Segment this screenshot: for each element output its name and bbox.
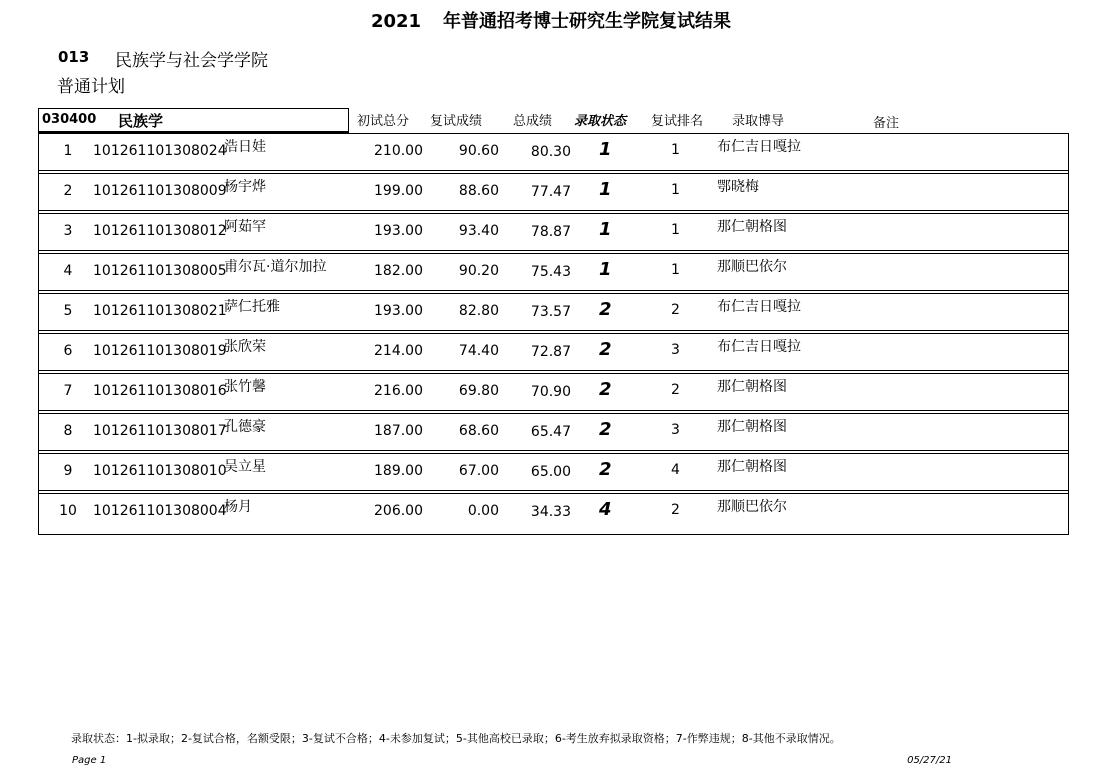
row-status: 2 bbox=[599, 339, 612, 360]
row-total-score: 80.30 bbox=[530, 144, 571, 160]
row-status: 1 bbox=[599, 219, 612, 240]
row-initial-score: 199.00 bbox=[374, 183, 423, 199]
row-supervisor: 那仁朝格图 bbox=[717, 219, 787, 235]
row-retest-score: 74.40 bbox=[458, 343, 499, 359]
row-index: 6 bbox=[63, 343, 73, 359]
row-status: 4 bbox=[599, 499, 612, 520]
table-row bbox=[39, 373, 1068, 411]
row-status: 1 bbox=[599, 179, 612, 200]
row-name: 杨月 bbox=[224, 499, 252, 515]
row-exam-id: 101261101308005 bbox=[93, 263, 227, 279]
row-initial-score: 210.00 bbox=[374, 143, 423, 159]
row-retest-score: 67.00 bbox=[458, 463, 499, 479]
row-supervisor: 布仁吉日嘎拉 bbox=[717, 299, 801, 315]
major-code: 030400 bbox=[42, 112, 97, 127]
major-name: 民族学 bbox=[118, 112, 164, 130]
row-name: 张竹馨 bbox=[224, 379, 266, 395]
row-status: 2 bbox=[599, 299, 612, 320]
row-initial-score: 187.00 bbox=[374, 423, 423, 439]
header-initial-score: 初试总分 bbox=[357, 114, 410, 129]
table-row bbox=[39, 413, 1068, 451]
row-name: 张欣荣 bbox=[224, 339, 266, 355]
row-supervisor: 那顺巴依尔 bbox=[717, 499, 787, 515]
row-exam-id: 101261101308016 bbox=[93, 383, 227, 399]
row-supervisor: 鄂晓梅 bbox=[717, 179, 759, 195]
row-total-score: 70.90 bbox=[530, 384, 571, 400]
row-index: 3 bbox=[63, 223, 73, 239]
row-rank: 2 bbox=[671, 382, 680, 398]
row-exam-id: 101261101308009 bbox=[93, 183, 227, 199]
row-supervisor: 那仁朝格图 bbox=[717, 379, 787, 395]
page-number: Page 1 bbox=[72, 755, 107, 766]
row-index: 5 bbox=[63, 303, 73, 319]
row-total-score: 73.57 bbox=[530, 304, 571, 320]
row-rank: 4 bbox=[671, 462, 680, 478]
print-date: 05/27/21 bbox=[907, 755, 952, 766]
row-total-score: 34.33 bbox=[530, 504, 571, 520]
row-exam-id: 101261101308004 bbox=[93, 503, 227, 519]
row-initial-score: 214.00 bbox=[374, 343, 423, 359]
header-remark: 备注 bbox=[873, 116, 900, 131]
row-name: 吴立星 bbox=[224, 459, 266, 475]
results-table bbox=[38, 133, 1069, 535]
table-row bbox=[39, 293, 1068, 331]
row-retest-score: 0.00 bbox=[467, 503, 499, 519]
row-retest-score: 68.60 bbox=[458, 423, 499, 439]
table-row bbox=[39, 253, 1068, 291]
row-retest-score: 69.80 bbox=[458, 383, 499, 399]
row-status: 1 bbox=[599, 259, 612, 280]
row-rank: 2 bbox=[671, 502, 680, 518]
row-initial-score: 193.00 bbox=[374, 303, 423, 319]
row-name: 孔德豪 bbox=[224, 419, 266, 435]
row-retest-score: 82.80 bbox=[458, 303, 499, 319]
header-total-score: 总成绩 bbox=[513, 114, 553, 129]
header-status: 录取状态 bbox=[574, 114, 627, 129]
row-total-score: 78.87 bbox=[530, 224, 571, 240]
row-total-score: 65.00 bbox=[530, 464, 571, 480]
row-rank: 2 bbox=[671, 302, 680, 318]
row-status: 1 bbox=[599, 139, 612, 160]
row-status: 2 bbox=[599, 419, 612, 440]
title-year: 2021 bbox=[370, 11, 422, 32]
header-retest-rank: 复试排名 bbox=[651, 114, 704, 129]
row-initial-score: 206.00 bbox=[374, 503, 423, 519]
row-exam-id: 101261101308024 bbox=[93, 143, 227, 159]
table-row bbox=[39, 453, 1068, 491]
table-row bbox=[39, 173, 1068, 211]
row-supervisor: 那仁朝格图 bbox=[717, 459, 787, 475]
row-total-score: 77.47 bbox=[530, 184, 571, 200]
row-initial-score: 189.00 bbox=[374, 463, 423, 479]
row-rank: 1 bbox=[671, 222, 680, 238]
row-index: 10 bbox=[59, 503, 77, 519]
department-name: 民族学与社会学学院 bbox=[115, 51, 268, 71]
row-initial-score: 182.00 bbox=[374, 263, 423, 279]
row-status: 2 bbox=[599, 459, 612, 480]
header-retest-score: 复试成绩 bbox=[430, 114, 483, 129]
row-retest-score: 93.40 bbox=[458, 223, 499, 239]
row-rank: 3 bbox=[671, 422, 680, 438]
row-supervisor: 那顺巴依尔 bbox=[717, 259, 787, 275]
header-supervisor: 录取博导 bbox=[732, 114, 785, 129]
row-name: 浩日娃 bbox=[224, 139, 266, 155]
table-row bbox=[39, 213, 1068, 251]
row-retest-score: 90.60 bbox=[458, 143, 499, 159]
row-rank: 1 bbox=[671, 262, 680, 278]
row-exam-id: 101261101308017 bbox=[93, 423, 227, 439]
row-name: 杨宇烨 bbox=[224, 179, 266, 195]
row-total-score: 72.87 bbox=[530, 344, 571, 360]
row-index: 2 bbox=[63, 183, 73, 199]
table-row bbox=[39, 333, 1068, 371]
row-supervisor: 布仁吉日嘎拉 bbox=[717, 139, 801, 155]
row-supervisor: 那仁朝格图 bbox=[717, 419, 787, 435]
row-initial-score: 193.00 bbox=[374, 223, 423, 239]
row-exam-id: 101261101308019 bbox=[93, 343, 227, 359]
row-rank: 3 bbox=[671, 342, 680, 358]
row-status: 2 bbox=[599, 379, 612, 400]
row-exam-id: 101261101308012 bbox=[93, 223, 227, 239]
row-initial-score: 216.00 bbox=[374, 383, 423, 399]
row-total-score: 65.47 bbox=[530, 424, 571, 440]
plan-label: 普通计划 bbox=[57, 77, 125, 97]
title-text: 年普通招考博士研究生学院复试结果 bbox=[443, 11, 732, 32]
row-rank: 1 bbox=[671, 182, 680, 198]
row-index: 1 bbox=[63, 143, 73, 159]
page-title bbox=[0, 7, 1102, 33]
row-exam-id: 101261101308021 bbox=[93, 303, 227, 319]
row-name: 阿茹罕 bbox=[224, 219, 266, 235]
row-name: 甫尔瓦·道尔加拉 bbox=[224, 259, 327, 275]
row-supervisor: 布仁吉日嘎拉 bbox=[717, 339, 801, 355]
row-rank: 1 bbox=[671, 142, 680, 158]
row-total-score: 75.43 bbox=[530, 264, 571, 280]
department-code: 013 bbox=[58, 48, 90, 66]
row-exam-id: 101261101308010 bbox=[93, 463, 227, 479]
table-row bbox=[39, 133, 1068, 171]
row-index: 8 bbox=[63, 423, 73, 439]
row-index: 9 bbox=[63, 463, 73, 479]
row-retest-score: 88.60 bbox=[458, 183, 499, 199]
row-name: 萨仁托雅 bbox=[224, 299, 280, 315]
table-row bbox=[39, 493, 1068, 534]
row-retest-score: 90.20 bbox=[458, 263, 499, 279]
row-index: 7 bbox=[63, 383, 73, 399]
status-legend: 录取状态：1-拟录取；2-复试合格，名额受限；3-复试不合格；4-未参加复试；5-其他高校已录取；6-考生放弃拟录取资格；7-作弊违规；8-其他不录取情况。 bbox=[71, 732, 841, 745]
row-index: 4 bbox=[63, 263, 73, 279]
